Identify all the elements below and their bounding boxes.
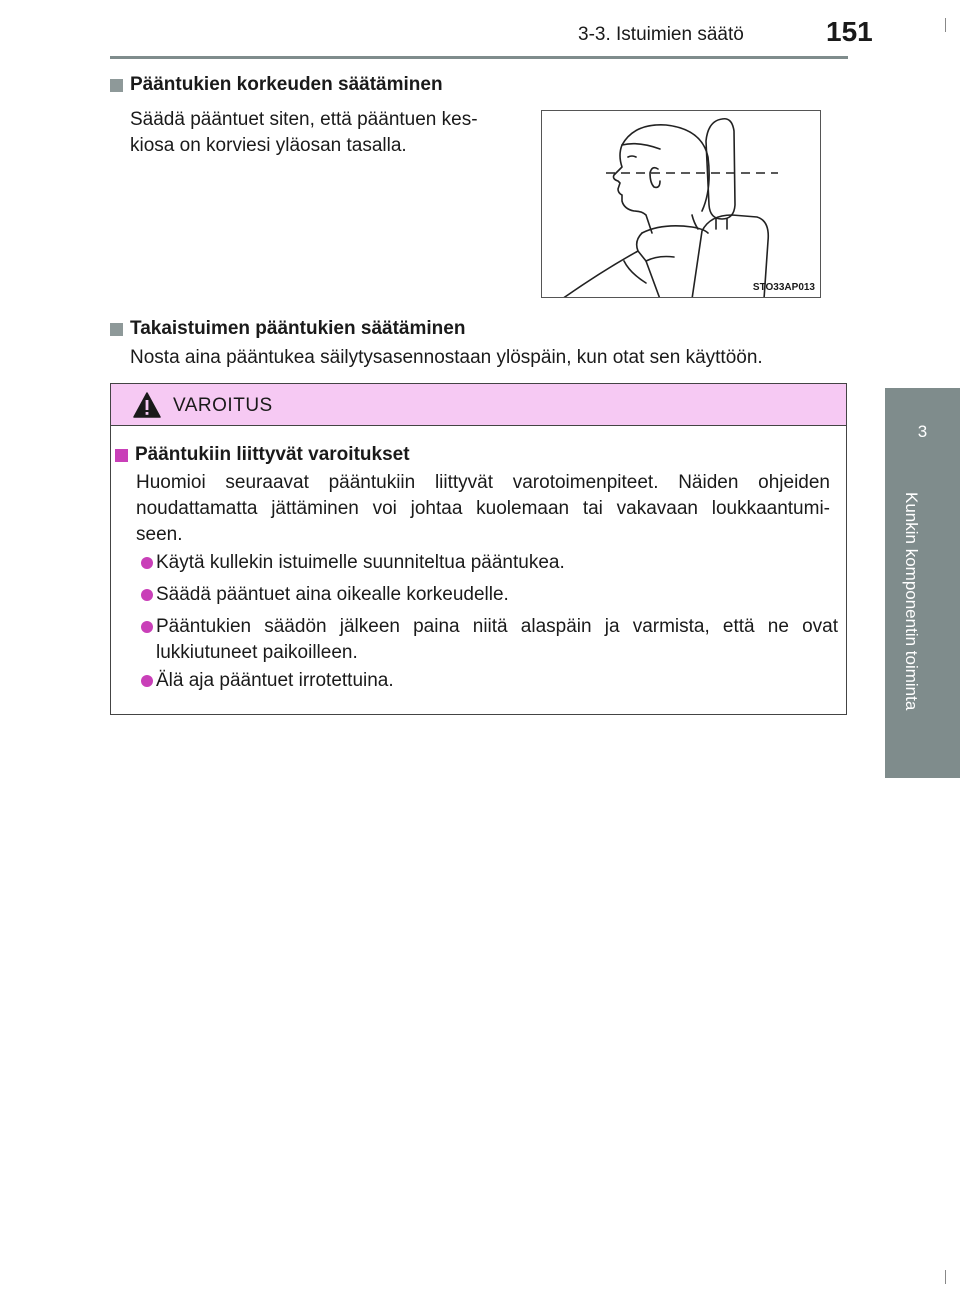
chapter-tab xyxy=(885,388,960,476)
warning-box xyxy=(110,383,847,715)
warning-bullet-2: Säädä pääntuet aina oikealle korkeudelle. xyxy=(156,584,509,605)
figure-code: STO33AP013 xyxy=(752,282,815,293)
warning-title: VAROITUS xyxy=(173,395,273,416)
crop-mark xyxy=(945,18,946,32)
warning-intro-line1: Huomioi seuraavat pääntukiin liittyvät varotoimenpiteet. Näiden ohjeiden xyxy=(136,472,830,493)
warning-heading xyxy=(115,444,410,466)
section2-text: Nosta aina pääntukea säilytysasennostaan ylöspäin, kun otat sen käyttöön. xyxy=(130,347,763,368)
warning-triangle-icon xyxy=(133,392,161,418)
warning-bullet-3-cont: lukkiutuneet paikoilleen. xyxy=(156,642,358,663)
section-heading-text: Pääntukien korkeuden säätäminen xyxy=(130,74,443,95)
square-bullet-icon xyxy=(110,323,123,336)
section-heading-height xyxy=(110,74,443,96)
warning-header xyxy=(111,384,846,426)
warning-intro-line3: seen. xyxy=(136,524,183,545)
bullet-dot-icon xyxy=(141,557,153,569)
headrest-illustration xyxy=(541,110,821,298)
page-number: 151 xyxy=(826,16,873,47)
warning-intro-line2: noudattamatta jättäminen voi johtaa kuolemaan tai vakavaan loukkaantumi- xyxy=(136,498,830,519)
section-title: 3-3. Istuimien säätö xyxy=(578,24,744,45)
section-heading-text: Takaistuimen pääntukien säätäminen xyxy=(130,318,466,339)
warning-bullet-4: Älä aja pääntuet irrotettuina. xyxy=(156,670,394,691)
section1-line1: Säädä pääntuet siten, että pääntuen kes- xyxy=(130,109,478,130)
magenta-square-icon xyxy=(115,449,128,462)
section1-line2: kiosa on korviesi yläosan tasalla. xyxy=(130,135,407,156)
warning-bullet-3: Pääntukien säädön jälkeen paina niitä alaspäin ja varmista, että ne ovat xyxy=(156,616,838,637)
bullet-dot-icon xyxy=(141,675,153,687)
warning-heading-text: Pääntukiin liittyvät varoitukset xyxy=(135,444,410,465)
warning-bullet-1: Käytä kullekin istuimelle suunniteltua pääntukea. xyxy=(156,552,565,573)
chapter-title: Kunkin komponentin toiminta xyxy=(902,492,921,711)
headrest-illustration-drawing xyxy=(542,111,821,298)
bullet-dot-icon xyxy=(141,589,153,601)
header-rule xyxy=(110,56,848,59)
bullet-dot-icon xyxy=(141,621,153,633)
section-heading-rear xyxy=(110,318,465,340)
square-bullet-icon xyxy=(110,79,123,92)
chapter-number: 3 xyxy=(917,422,928,441)
crop-mark xyxy=(945,1270,946,1284)
